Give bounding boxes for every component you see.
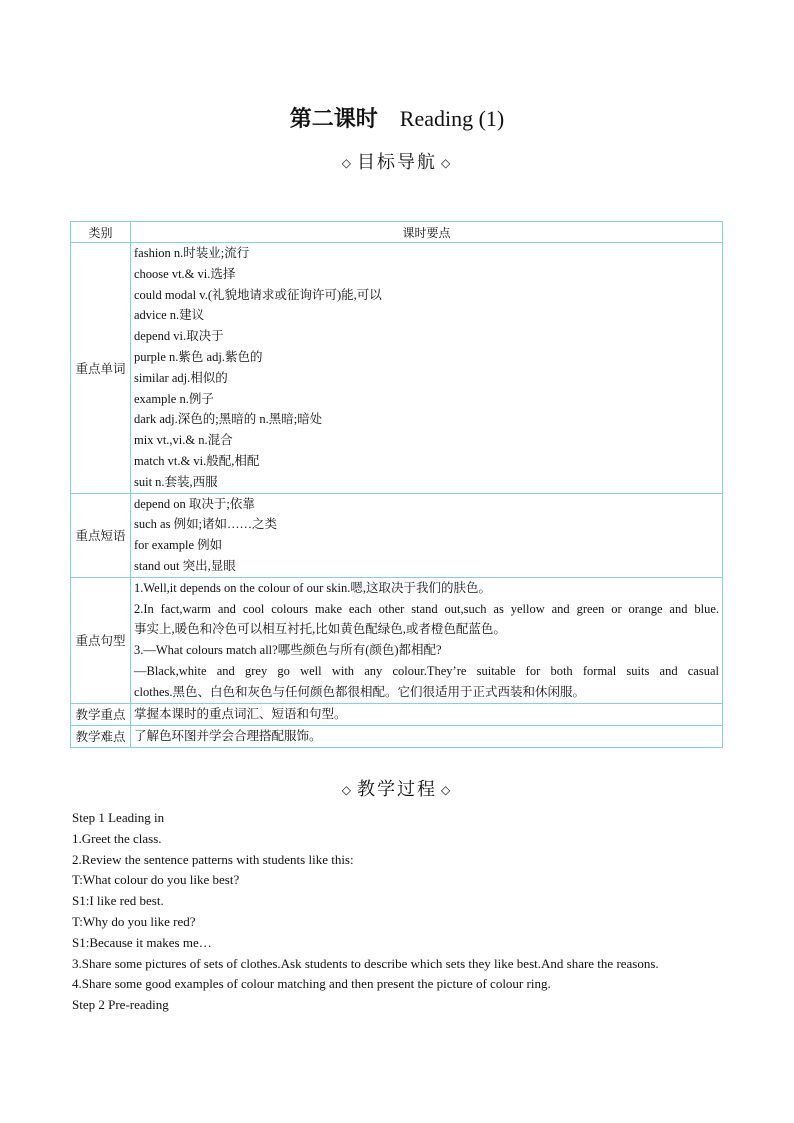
difficulty-label: 教学难点 (71, 725, 131, 747)
step-line: S1:Because it makes me… (72, 934, 212, 950)
sentence-line: 2.In fact,warm and cool colours make each other stand out,such as yellow and green or orange and blue. (134, 601, 719, 616)
sentence-line: clothes.黑色、白色和灰色与任何颜色都很相配。它们很适用于正式西装和休闲服。 (134, 684, 586, 699)
sentence-line: 3.—What colours match all?哪些颜色与所有(颜色)都相配? (134, 643, 442, 658)
diamond-icon: ◇ (441, 156, 453, 170)
words-list (131, 243, 723, 494)
difficulty-content: 了解色环图并学会合理搭配服饰。 (134, 728, 322, 743)
sentences-label: 重点句型 (71, 577, 131, 703)
word-item: example n.例子 (134, 391, 214, 406)
word-item: mix vt.,vi.& n.混合 (134, 433, 233, 448)
key-point-text (131, 703, 723, 725)
word-item: dark adj.深色的;黑暗的 n.黑暗;暗处 (134, 412, 323, 427)
step-line: S1:I like red best. (72, 893, 164, 909)
step-line: T:Why do you like red? (72, 913, 196, 929)
step-line: Step 1 Leading in (72, 810, 165, 825)
diamond-icon: ◇ (441, 783, 453, 797)
phrases-list (131, 493, 723, 577)
lesson-title-en: Reading (1) (399, 106, 505, 131)
key-point-label: 教学重点 (71, 703, 131, 725)
sentence-line: —Black,white and grey go well with any colour.They’re suitable for both formal suits and casual (134, 663, 719, 678)
words-row (71, 243, 723, 494)
words-label: 重点单词 (71, 243, 131, 494)
phrase-item: for example 例如 (134, 538, 223, 553)
header-content: 课时要点 (131, 222, 723, 243)
word-item: fashion n.时装业;流行 (134, 246, 250, 260)
sentence-line: 1.Well,it depends on the colour of our skin.嗯,这取决于我们的肤色。 (134, 580, 491, 595)
step-line: 3.Share some pictures of sets of clothes.Ask students to describe which sets they like best.And share the reasons. (72, 955, 659, 971)
process-heading (0, 775, 794, 801)
difficulty-text (131, 725, 723, 747)
word-item: purple n.紫色 adj.紫色的 (134, 349, 263, 364)
step-line: Step 2 Pre-reading (72, 997, 169, 1013)
word-item: suit n.套装,西服 (134, 474, 218, 489)
diamond-icon: ◇ (341, 783, 353, 797)
step-line: 1.Greet the class. (72, 830, 162, 846)
step-line: 4.Share some good examples of colour matching and then present the picture of colour ring. (72, 976, 551, 992)
process-heading-text: 教学过程 (357, 779, 437, 800)
key-point-content: 掌握本课时的重点词汇、短语和句型。 (134, 706, 347, 721)
objectives-heading-text: 目标导航 (357, 152, 437, 173)
phrase-item: depend on 取决于;依靠 (134, 496, 255, 511)
step-line: 2.Review the sentence patterns with students like this: (72, 851, 354, 867)
difficulty-row (71, 725, 723, 747)
header-category: 类别 (71, 222, 131, 243)
phrases-row (71, 493, 723, 577)
lesson-title-cn: 第二课时 (289, 107, 378, 132)
lesson-title (0, 102, 794, 133)
phrases-label: 重点短语 (71, 493, 131, 577)
objectives-heading (0, 148, 794, 174)
table-header-row (71, 222, 723, 243)
word-item: advice n.建议 (134, 308, 205, 323)
word-item: similar adj.相似的 (134, 370, 228, 385)
word-item: match vt.& vi.般配,相配 (134, 453, 260, 468)
key-point-row (71, 703, 723, 725)
lesson-plan-table (70, 221, 723, 748)
word-item: could modal v.(礼貌地请求或征询许可)能,可以 (134, 287, 382, 302)
sentence-line: 事实上,暖色和冷色可以相互衬托,比如黄色配绿色,或者橙色配蓝色。 (134, 622, 506, 637)
teaching-steps (72, 808, 732, 1016)
sentences-row (71, 577, 723, 703)
phrase-item: such as 例如;诸如……之类 (134, 517, 278, 532)
diamond-icon: ◇ (341, 156, 353, 170)
sentences-list (131, 577, 723, 703)
phrase-item: stand out 突出,显眼 (134, 558, 236, 573)
word-item: depend vi.取决于 (134, 329, 224, 344)
step-line: T:What colour do you like best? (72, 872, 240, 888)
word-item: choose vt.& vi.选择 (134, 266, 236, 281)
